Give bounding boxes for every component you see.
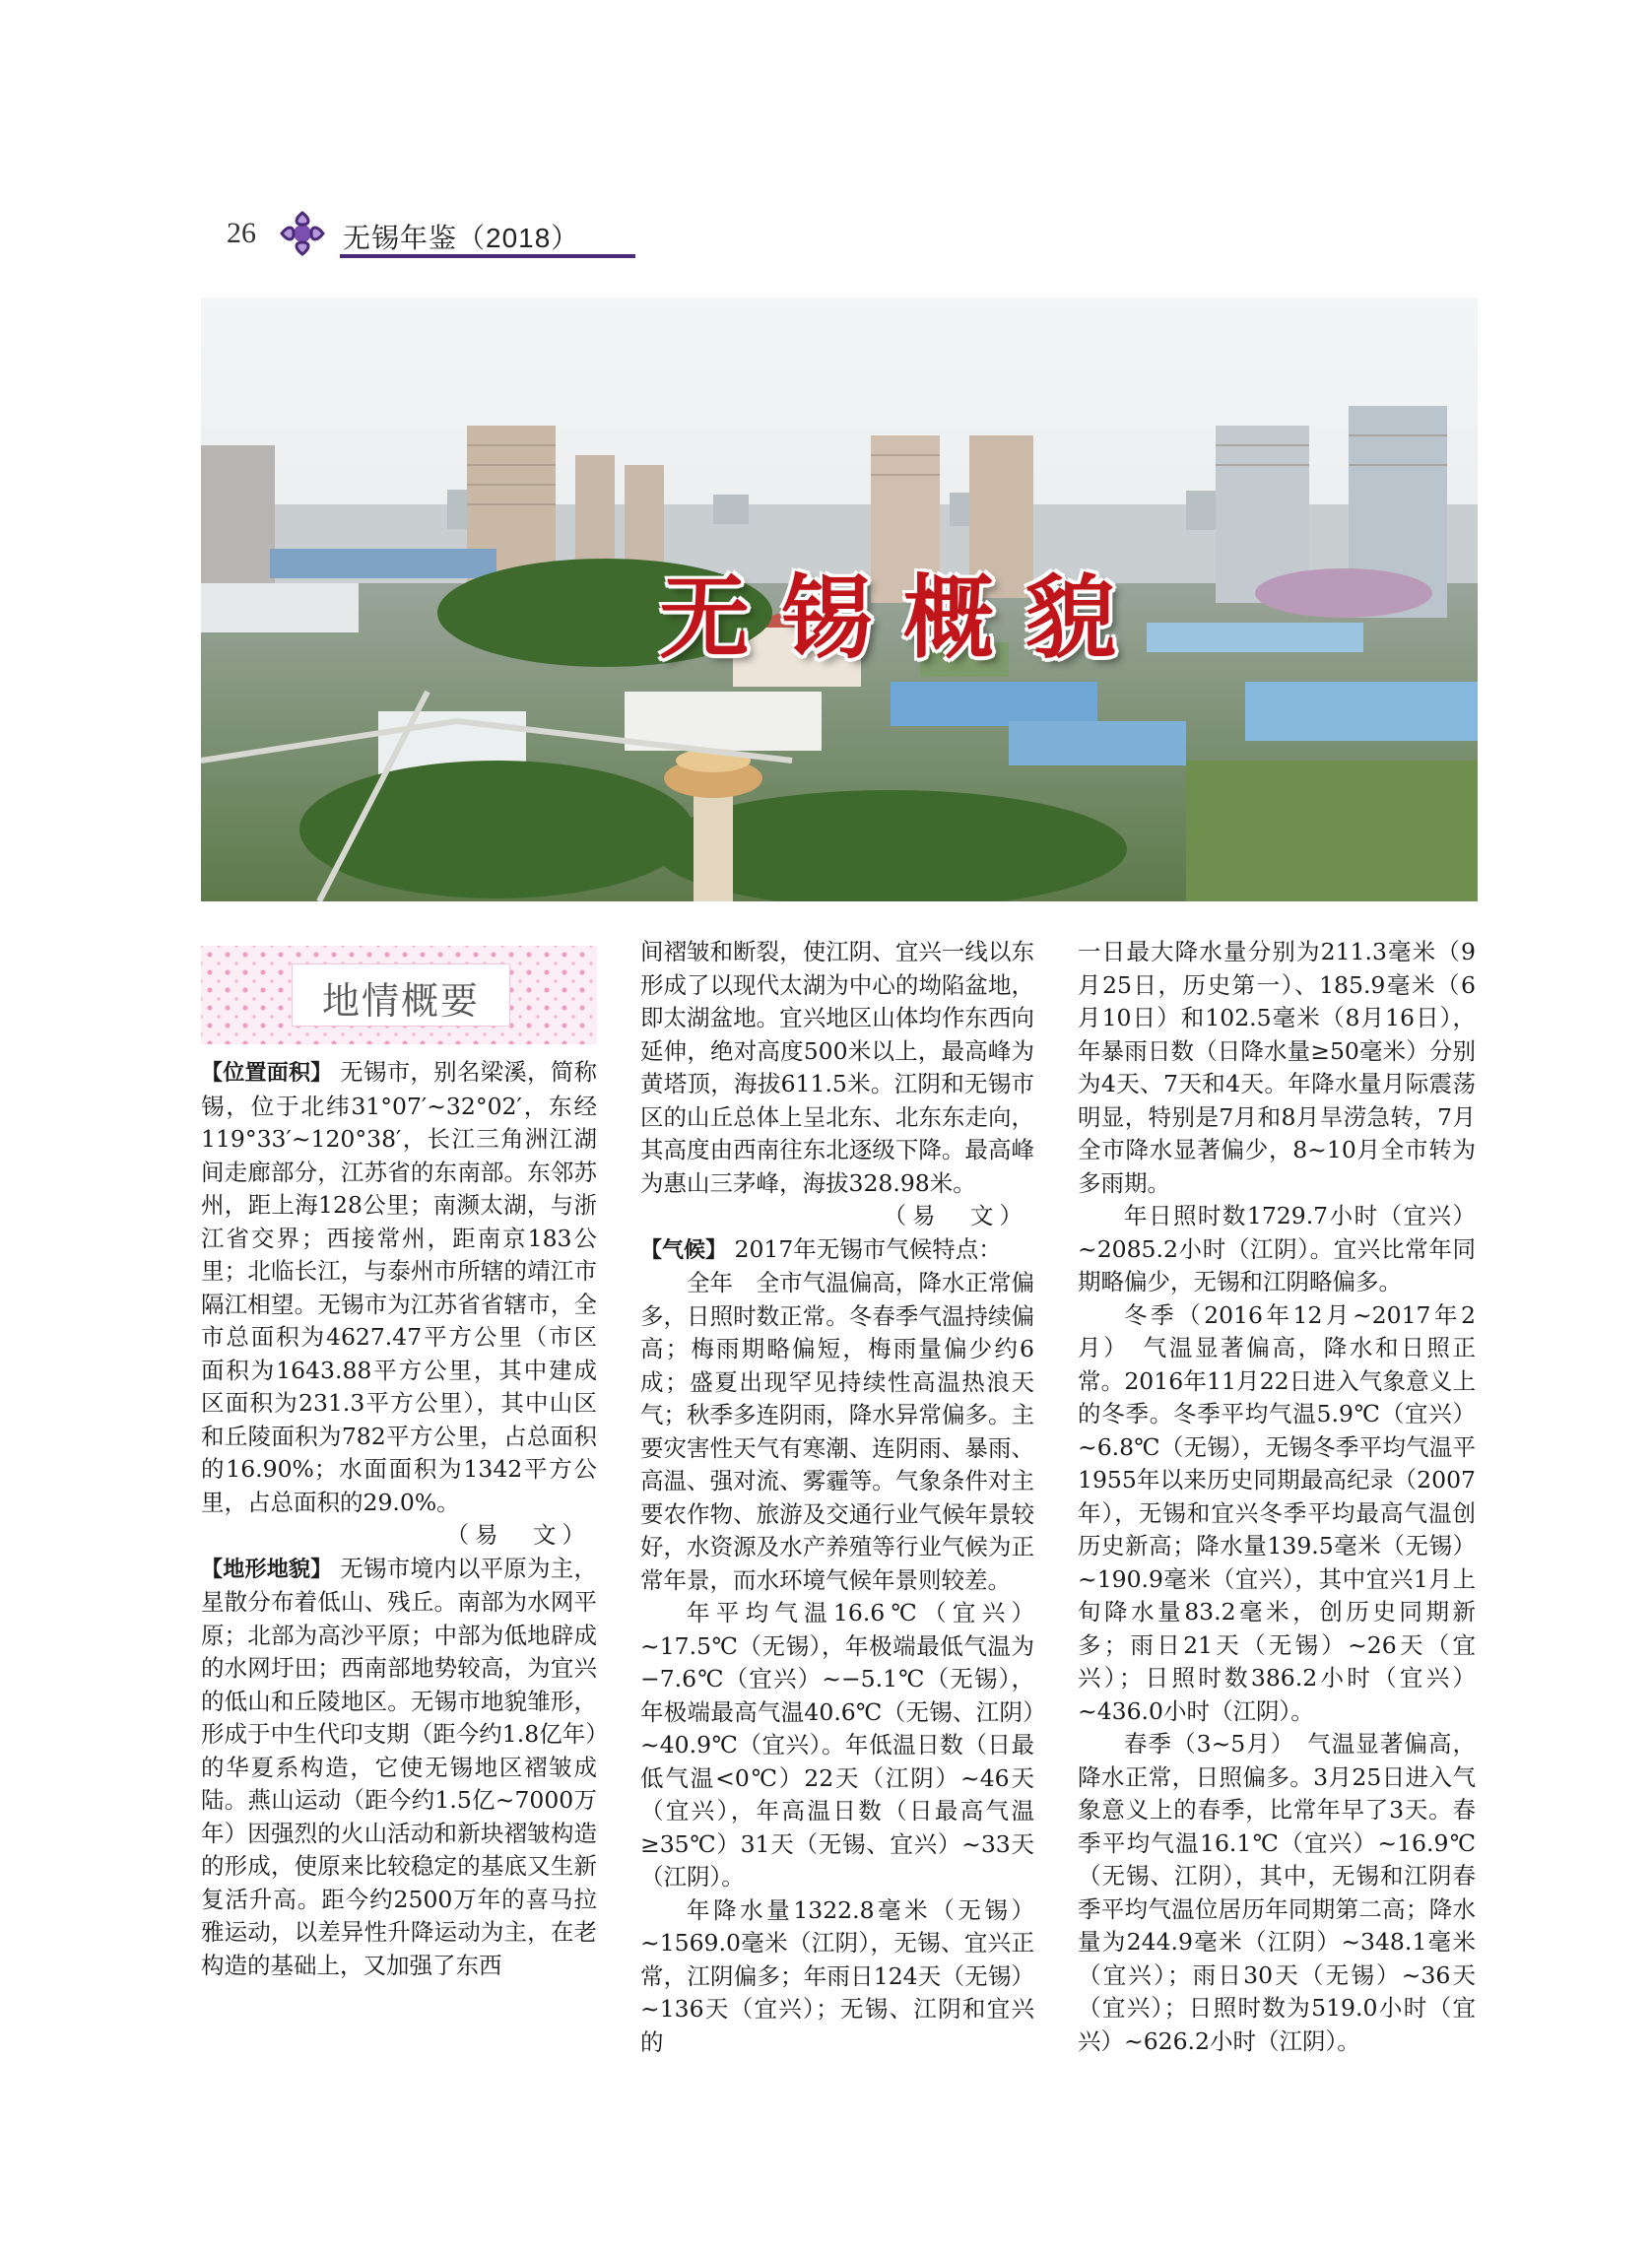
paragraph-location — [201, 1056, 597, 1519]
section-banner-box — [292, 963, 510, 1027]
section-banner — [201, 946, 597, 1044]
climate-winter: 冬季（2016年12月~2017年2月） 气温显著偏高，降水和日照正常。2016年11月22日进入气象意义上的冬季。冬季平均气温5.9℃（宜兴）~6.8℃（无锡），无锡冬季平均气温平1955年以来历史同期最高纪录（2007年），无锡和宜兴冬季平均最高气温创历史新高；降水量139.5毫米（无锡）~190.9毫米（宜兴），其中宜兴1月上旬降水量83.2毫米，创历史同期新多；雨日21天（无锡）~26天（宜兴）；日照时数386.2小时（宜兴）~436.0小时（江阴）。 — [1078, 1300, 1476, 1725]
page-number: 26 — [227, 217, 256, 249]
climate-spring: 春季（3~5月） 气温显著偏高，降水正常，日照偏多。3月25日进入气象意义上的春季，比常年早了3天。春季平均气温16.1℃（宜兴）~16.9℃（无锡、江阴），其中，无锡和江阴春季平均气温位居历年同期第二高；降水量为244.9毫米（江阴）~348.1毫米（宜兴）；雨日30天（无锡）~36天（宜兴）；日照时数为519.0小时（宜兴）~626.2小时（江阴）。 — [1078, 1730, 1476, 2055]
paragraph-climate-intro — [640, 1233, 1034, 1268]
climate-rain: 年降水量1322.8毫米（无锡）~1569.0毫米（江阴），无锡、宜兴正常，江阴偏多；年雨日124天（无锡）~136天（宜兴）；无锡、江阴和宜兴的 — [640, 1895, 1034, 2056]
page-header — [217, 215, 630, 260]
climate-rain-continued: 一日最大降水量分别为211.3毫米（9月25日，历史第一）、185.9毫米（6月10日）和102.5毫米（8月16日），年暴雨日数（日降水量≥50毫米）分别为4天、7天和4天。年降水量月际震荡明显，特别是7月和8月旱涝急转，7月全市降水显著偏少，8~10月全市转为多雨期。 — [1078, 938, 1476, 1197]
location-body: 无锡市，别名梁溪，简称锡，位于北纬31°07′~32°02′，东经119°33′~120°38′，长江三角洲江湖间走廊部分，江苏省的东南部。东邻苏州，距上海128公里；南濒太湖，与浙江省交界；西接常州，距南京183公里；北临长江，与泰州市所辖的靖江市隔江相望。无锡市为江苏省省辖市，全市总面积为4627.47平方公里（市区面积为1643.88平方公里，其中建成区面积为231.3平方公里），其中山区和丘陵面积为782平方公里，占总面积的16.90%；水面面积为1342平方公里，占总面积的29.0%。 — [201, 1058, 597, 1516]
climate-intro: 2017年无锡市气候特点： — [734, 1234, 1002, 1263]
hero-photo — [201, 298, 1478, 901]
paragraph-terrain — [201, 1553, 597, 1983]
terrain-tag: 【地形地貌】 — [201, 1557, 333, 1582]
location-author: （易 文） — [445, 1521, 591, 1549]
hero-title: 无锡概貌 — [658, 564, 1148, 671]
climate-temperature: 年平均气温16.6℃（宜兴）~17.5℃（无锡），年极端最低气温为−7.6℃（宜兴）~−5.1℃（无锡），年极端最高气温40.6℃（无锡、江阴）~40.9℃（宜兴）。年低温日数（日最低气温<0℃）22天（江阴）~46天（宜兴），年高温日数（日最高气温≥35℃）31天（无锡、宜兴）~33天（江阴）。 — [640, 1599, 1034, 1891]
header-rule — [340, 254, 635, 258]
climate-tag: 【气候】 — [640, 1237, 728, 1263]
aerial-city-illustration — [201, 298, 1478, 901]
climate-sunshine: 年日照时数1729.7小时（宜兴）~2085.2小时（江阴）。宜兴比常年同期略偏少，无锡和江阴略偏多。 — [1078, 1202, 1476, 1295]
terrain-author: （易 文） — [883, 1202, 1028, 1229]
terrain-body: 无锡市境内以平原为主，星散分布着低山、残丘。南部为水网平原；北部为高沙平原；中部为低地辟成的水网圩田；西南部地势较高，为宜兴的低山和丘陵地区。无锡市地貌雏形，形成于中生代印支期（距今约1.8亿年）的华夏系构造，它使无锡地区褶皱成陆。燕山运动（距今约1.5亿~7000万年）因强烈的火山活动和新块褶皱构造的形成，使原来比较稳定的基底又生新复活升高。距今约2500万年的喜马拉雅运动，以差异性升降运动为主，在老构造的基础上，又加强了东西 — [201, 1554, 597, 1979]
climate-year: 全年 全市气温偏高，降水正常偏多，日照时数正常。冬春季气温持续偏高；梅雨期略偏短，梅雨量偏少约6成；盛夏出现罕见持续性高温热浪天气；秋季多连阴雨，降水异常偏多。主要灾害性天气有寒潮、连阴雨、暴雨、高温、强对流、雾霾等。气象条件对主要农作物、旅游及交通行业气候年景较好，水资源及水产养殖等行业气候为正常年景，而水环境气候年景则较差。 — [640, 1269, 1034, 1594]
location-tag: 【位置面积】 — [201, 1061, 333, 1086]
column-1 — [201, 1056, 597, 1982]
section-title: 地情概要 — [321, 979, 480, 1023]
column-3 — [1078, 936, 1476, 2058]
yearbook-emblem-icon — [278, 209, 327, 258]
running-title: 无锡年鉴（2018） — [343, 223, 580, 253]
terrain-body-continued: 间褶皱和断裂，使江阴、宜兴一线以东形成了以现代太湖为中心的坳陷盆地，即太湖盆地。宜兴地区山体均作东西向延伸，绝对高度500米以上，最高峰为黄塔顶，海拔611.5米。江阴和无锡市区的山丘总体上呈北东、北东东走向，其高度由西南往东北逐级下降。最高峰为惠山三茅峰，海拔328.98米。 — [640, 938, 1034, 1197]
column-2 — [640, 936, 1034, 2059]
